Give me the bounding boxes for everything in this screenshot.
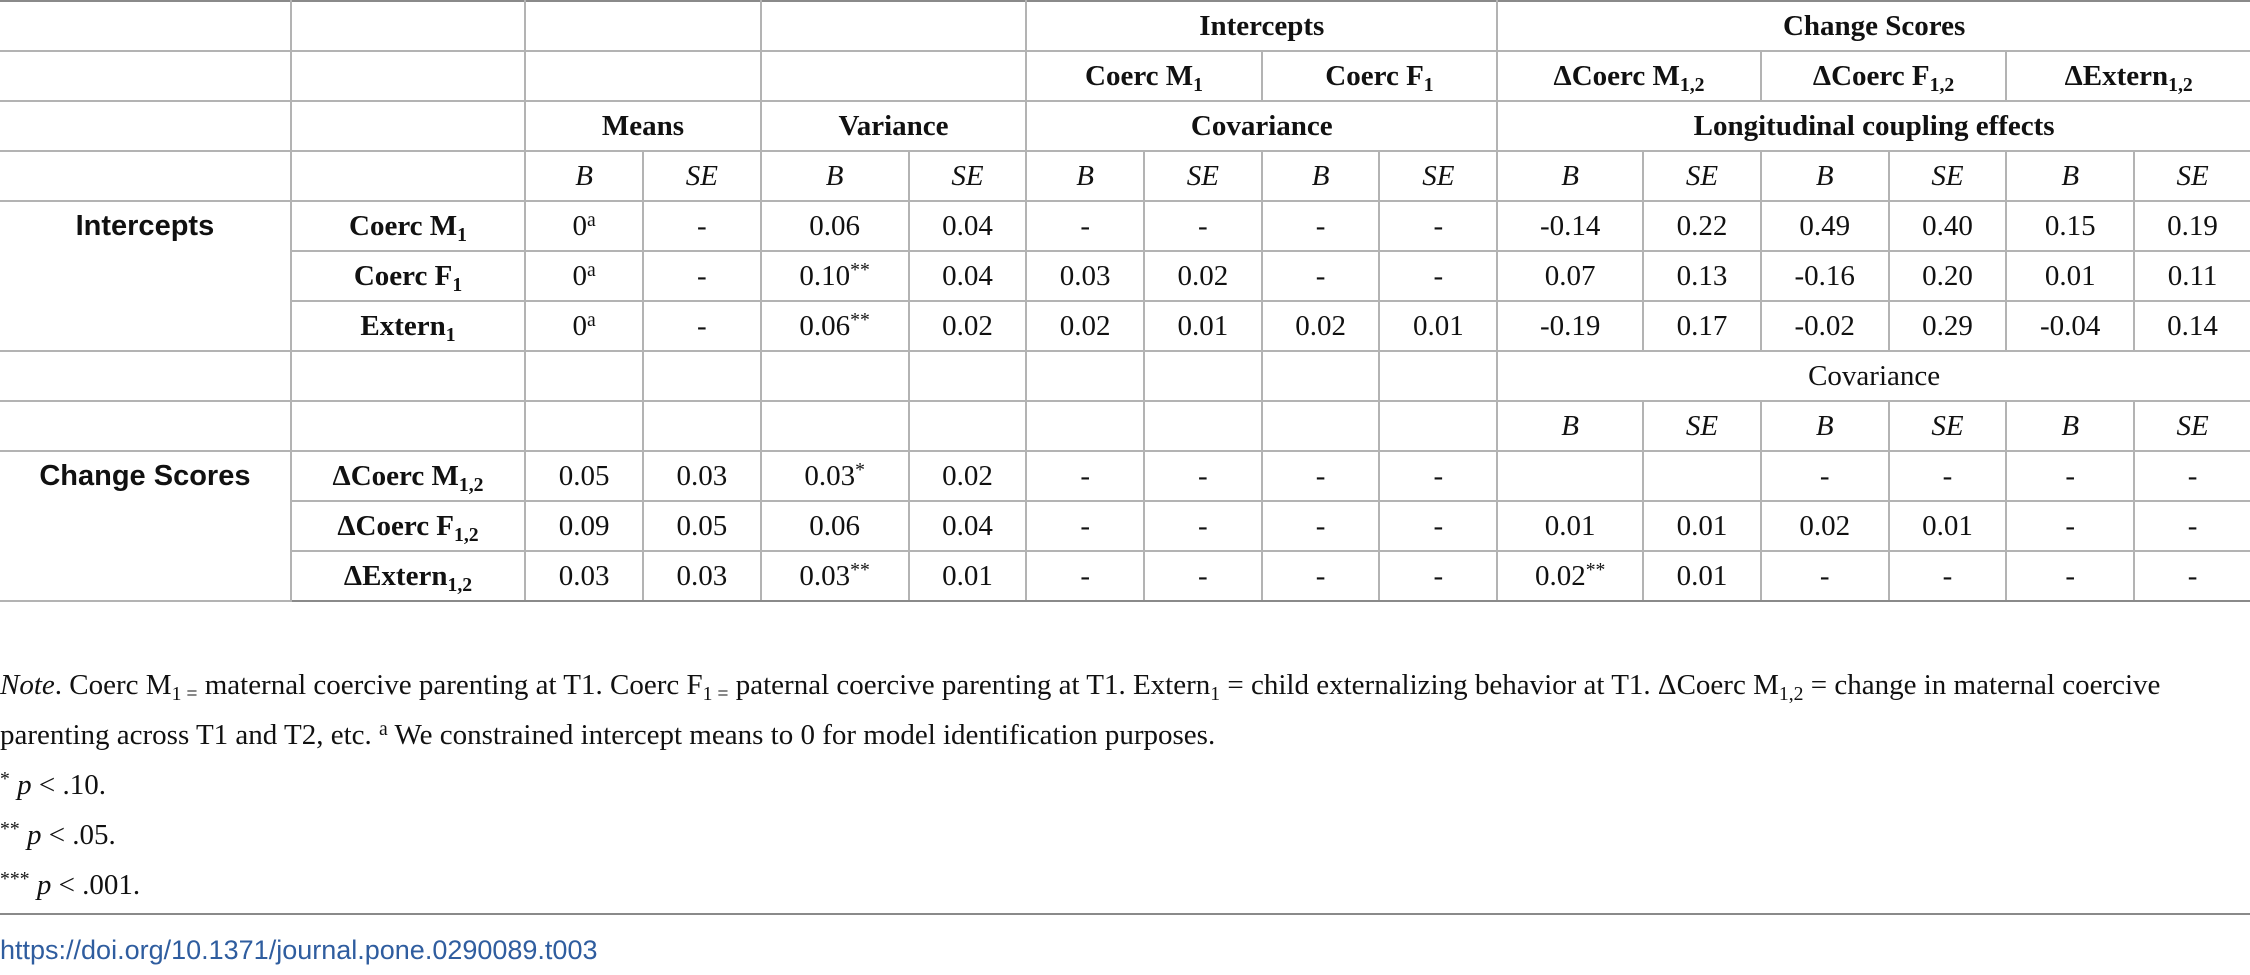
table-cell: 0.01 — [1379, 301, 1497, 351]
header-row-2 — [0, 51, 2250, 101]
header-row-4 — [0, 151, 2250, 201]
table-cell: - — [1379, 501, 1497, 551]
table-cell: -0.02 — [1761, 301, 1889, 351]
var-se-cell: 0.04 — [909, 201, 1027, 251]
table-cell: - — [1144, 501, 1262, 551]
header-b: B — [2006, 401, 2134, 451]
table-row — [0, 501, 2250, 551]
covariance-subheader-row — [0, 351, 2250, 401]
header-b: B — [1497, 401, 1643, 451]
row-label: Extern$_1$ — [291, 301, 525, 351]
mean-se-cell: - — [643, 251, 761, 301]
var-b-cell: 0.06** — [761, 301, 909, 351]
mean-se-cell: 0.03 — [643, 551, 761, 601]
header-b: B — [1761, 151, 1889, 201]
header-se: SE — [1144, 151, 1262, 201]
mean-se-cell: - — [643, 301, 761, 351]
header-longitudinal: Longitudinal coupling effects — [1497, 101, 2250, 151]
header-d-extern: ΔExtern$_{1,2}$ — [2006, 51, 2250, 101]
row-label: ΔExtern$_{1,2}$ — [291, 551, 525, 601]
var-b-cell: 0.03** — [761, 551, 909, 601]
table-cell: - — [1889, 451, 2007, 501]
table-cell: 0.03 — [1026, 251, 1144, 301]
header-b: B — [525, 151, 643, 201]
header-se: SE — [909, 151, 1027, 201]
note-label: Note — [0, 669, 55, 701]
table-row — [0, 301, 2250, 351]
table-cell: 0.07 — [1497, 251, 1643, 301]
table-cell: - — [1026, 551, 1144, 601]
table-cell: - — [1761, 551, 1889, 601]
table-cell: - — [1379, 451, 1497, 501]
table-cell — [1643, 451, 1761, 501]
table-cell: - — [1026, 501, 1144, 551]
header-b: B — [1761, 401, 1889, 451]
table-cell: 0.17 — [1643, 301, 1761, 351]
header-coerc-m: Coerc $M_1$ — [1026, 51, 1261, 101]
table-cell: - — [1262, 551, 1380, 601]
header-means: Means — [525, 101, 760, 151]
table-cell: 0.14 — [2134, 301, 2250, 351]
var-b-cell: 0.10** — [761, 251, 909, 301]
table-cell: - — [2134, 501, 2250, 551]
table-cell: - — [2006, 451, 2134, 501]
mean-b-cell: 0.03 — [525, 551, 643, 601]
header-change-scores: Change Scores — [1497, 1, 2250, 51]
header-covariance: Covariance — [1026, 101, 1497, 151]
table-cell: 0.01 — [1144, 301, 1262, 351]
table-cell: 0.02 — [1761, 501, 1889, 551]
table-cell: 0.01 — [1889, 501, 2007, 551]
table-cell: - — [1026, 201, 1144, 251]
table-cell: 0.13 — [1643, 251, 1761, 301]
mean-se-cell: 0.05 — [643, 501, 761, 551]
note-paragraph: Note. Coerc $M_{1 =}$ maternal coercive parenting at T1. Coerc $F_{1 =}$ paternal coercive parenting at T1. Extern$_1$ = child externalizing behavior at T1. ΔCoerc $M_{1,2}$ = change in maternal coercive parenting across T1 and T2, etc. $^a$ We constrained intercept means to 0 for model identification purposes. — [0, 669, 2161, 751]
covariance-subheader: Covariance — [1497, 351, 2250, 401]
table-cell: -0.16 — [1761, 251, 1889, 301]
doi-link[interactable]: https://doi.org/10.1371/journal.pone.0290089.t003 — [0, 935, 598, 965]
var-se-cell: 0.04 — [909, 251, 1027, 301]
table-cell: 0.29 — [1889, 301, 2007, 351]
table-cell: 0.02 — [1144, 251, 1262, 301]
table-cell: 0.02** — [1497, 551, 1643, 601]
table-cell: 0.01 — [1497, 501, 1643, 551]
group-intercepts: Intercepts — [0, 201, 291, 351]
table-cell: - — [1761, 451, 1889, 501]
header-b: B — [1026, 151, 1144, 201]
bse-subheader-row — [0, 401, 2250, 451]
row-label: Coerc $F_1$ — [291, 251, 525, 301]
table-cell: 0.01 — [1643, 501, 1761, 551]
table-row — [0, 451, 2250, 501]
table-notes — [0, 660, 2240, 910]
table-cell: -0.14 — [1497, 201, 1643, 251]
mean-b-cell: 0$^a$ — [525, 301, 643, 351]
table-cell — [1497, 451, 1643, 501]
row-label: ΔCoerc $M_{1,2}$ — [291, 451, 525, 501]
table-cell: - — [1379, 551, 1497, 601]
var-se-cell: 0.01 — [909, 551, 1027, 601]
header-se: SE — [643, 151, 761, 201]
table-cell: - — [2006, 501, 2134, 551]
header-b: B — [1262, 151, 1380, 201]
var-b-cell: 0.03* — [761, 451, 909, 501]
mean-se-cell: - — [643, 201, 761, 251]
header-se: SE — [1889, 151, 2007, 201]
var-b-cell: 0.06 — [761, 201, 909, 251]
header-variance: Variance — [761, 101, 1027, 151]
mean-b-cell: 0$^a$ — [525, 201, 643, 251]
table-cell: 0.01 — [1643, 551, 1761, 601]
var-b-cell: 0.06 — [761, 501, 909, 551]
table-cell: 0.02 — [1262, 301, 1380, 351]
header-b: B — [2006, 151, 2134, 201]
table-row — [0, 551, 2250, 601]
table-row — [0, 251, 2250, 301]
table-cell: 0.49 — [1761, 201, 1889, 251]
header-row-3 — [0, 101, 2250, 151]
table-cell: - — [2134, 451, 2250, 501]
table-cell: - — [1144, 201, 1262, 251]
row-label: Coerc $M_1$ — [291, 201, 525, 251]
table-cell: - — [2006, 551, 2134, 601]
header-d-coerc-m: ΔCoerc $M_{1,2}$ — [1497, 51, 1761, 101]
significance-note-2: ** p < .05. — [0, 818, 116, 851]
table-cell: 0.01 — [2006, 251, 2134, 301]
mean-b-cell: 0.05 — [525, 451, 643, 501]
divider — [0, 913, 2250, 915]
header-se: SE — [2134, 401, 2250, 451]
significance-note-1: * p < .10. — [0, 768, 106, 801]
table-cell: - — [1379, 251, 1497, 301]
table-cell: 0.22 — [1643, 201, 1761, 251]
table-cell: - — [1262, 451, 1380, 501]
row-label: ΔCoerc $F_{1,2}$ — [291, 501, 525, 551]
table-cell: - — [2134, 551, 2250, 601]
table-cell: - — [1262, 501, 1380, 551]
table-cell: - — [1144, 551, 1262, 601]
table-cell: - — [1026, 451, 1144, 501]
var-se-cell: 0.04 — [909, 501, 1027, 551]
table-cell: - — [1889, 551, 2007, 601]
header-se: SE — [1379, 151, 1497, 201]
table-row — [0, 201, 2250, 251]
group-change-scores: Change Scores — [0, 451, 291, 601]
table-cell: 0.15 — [2006, 201, 2134, 251]
header-se: SE — [1643, 151, 1761, 201]
var-se-cell: 0.02 — [909, 301, 1027, 351]
var-se-cell: 0.02 — [909, 451, 1027, 501]
table-cell: 0.20 — [1889, 251, 2007, 301]
header-d-coerc-f: ΔCoerc $F_{1,2}$ — [1761, 51, 2007, 101]
table-cell: 0.19 — [2134, 201, 2250, 251]
mean-b-cell: 0.09 — [525, 501, 643, 551]
header-b: B — [1497, 151, 1643, 201]
header-coerc-f: Coerc $F_1$ — [1262, 51, 1497, 101]
header-se: SE — [1889, 401, 2007, 451]
table-cell: 0.02 — [1026, 301, 1144, 351]
mean-se-cell: 0.03 — [643, 451, 761, 501]
table-cell: 0.40 — [1889, 201, 2007, 251]
table-cell: - — [1379, 201, 1497, 251]
table-cell: - — [1144, 451, 1262, 501]
header-row-1 — [0, 1, 2250, 51]
table-cell: 0.11 — [2134, 251, 2250, 301]
significance-note-3: *** p < .001. — [0, 868, 141, 901]
header-intercepts: Intercepts — [1026, 1, 1497, 51]
header-se: SE — [1643, 401, 1761, 451]
mean-b-cell: 0$^a$ — [525, 251, 643, 301]
header-b: B — [761, 151, 909, 201]
header-se: SE — [2134, 151, 2250, 201]
table-cell: - — [1262, 251, 1380, 301]
table-cell: -0.04 — [2006, 301, 2134, 351]
table-cell: - — [1262, 201, 1380, 251]
table-cell: -0.19 — [1497, 301, 1643, 351]
